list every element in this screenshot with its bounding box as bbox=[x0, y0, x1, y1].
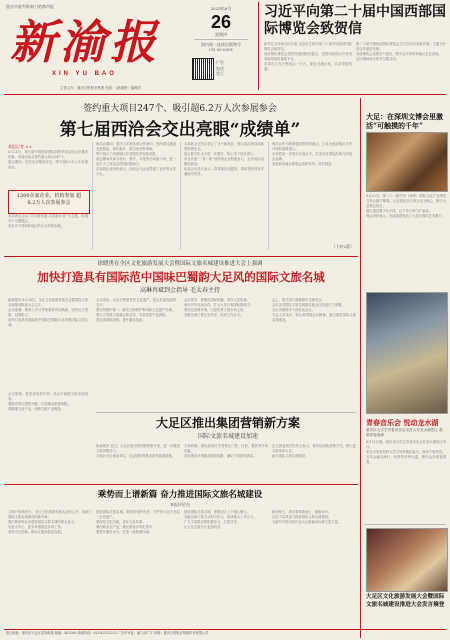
lead-subbox bbox=[8, 190, 90, 214]
publisher-line: 主管主办：重庆日报报业集团 出版：《新渝报》编辑部 bbox=[60, 86, 141, 90]
date-week: 星期四 bbox=[215, 31, 227, 37]
group-subline: 国际文旅名城建设加速 bbox=[197, 433, 258, 440]
top-story-headline: 习近平向第二十届中国西部国际博览会致贺信 bbox=[264, 4, 446, 37]
lead-jump: （下转2版） bbox=[331, 244, 354, 249]
side-label-phone: 电话 bbox=[216, 65, 224, 71]
culture-subline: 高琳冉斌到会指导 毛太春主持 bbox=[140, 287, 220, 294]
sidebar-mid-subline: 重庆市大学生青春音乐会走进大足龙水湖景区 唱响青春旋律 bbox=[366, 428, 443, 437]
lead-kicker: 签约重大项目247个、吸引超6.2万人次参展参会 bbox=[83, 104, 277, 114]
date-box bbox=[190, 6, 252, 82]
masthead-title: 新渝报 bbox=[10, 15, 160, 69]
footer-text: 报社地址：重庆市大足区龙岗街道 邮编：402360 新闻热线：023-43722222 广告许可证：渝工商广字 印刷：重庆日报报业集团印务有限公司 bbox=[6, 631, 209, 635]
date-day: 26 bbox=[210, 11, 232, 32]
group-headline: 大足区推出集团营销新方案 bbox=[155, 416, 300, 430]
commentary-headline: 乘势而上谱新篇 奋力推进国际文旅名城建设 bbox=[97, 490, 263, 500]
sidebar-mid-headline: 青春音乐会 悦动龙水湖 bbox=[366, 418, 439, 427]
culture-kicker: 徐晓勇在全区文化旅游发展大会暨国际文旅名城建设推进大会上强调 bbox=[97, 261, 263, 267]
culture-headline: 加快打造具有国际范中国味巴蜀韵大足风的国际文旅名城 bbox=[37, 270, 325, 284]
side-label-ad: 广告 bbox=[216, 60, 224, 65]
sidebar-bottom-photo bbox=[366, 528, 448, 592]
sidebar-bottom-headline: 大足区文化旅游发展大会暨国际文旅名城建设推进大会发言摘登 bbox=[366, 594, 445, 608]
side-label-dist: 发行 bbox=[216, 71, 224, 76]
slogan: 重庆市最有影响力的都市报 bbox=[6, 4, 54, 9]
qr-code bbox=[192, 58, 214, 80]
lead-reporter: 本报记者 ×× bbox=[8, 144, 32, 149]
masthead-title-en: XIN YU BAO bbox=[52, 71, 117, 77]
issue-info: 国内统一连续出版物号 bbox=[201, 41, 241, 47]
sidebar-top-photo bbox=[366, 132, 448, 192]
sidebar-mid-photo bbox=[366, 292, 448, 414]
date-year: 2025年6月 bbox=[210, 6, 232, 11]
commentary-byline: 本报评论员 bbox=[170, 502, 190, 507]
sidebar-top-headline: 大足：在深圳文博会里激活“可触摸的千年” bbox=[366, 112, 443, 130]
lead-subbox-text: 1300余家企业、机构参加 超6.2万人次参展参会 bbox=[16, 193, 82, 206]
issue-number: CN 50-0001 bbox=[208, 47, 234, 53]
lead-headline: 第七届西洽会交出亮眼“成绩单” bbox=[59, 120, 301, 140]
